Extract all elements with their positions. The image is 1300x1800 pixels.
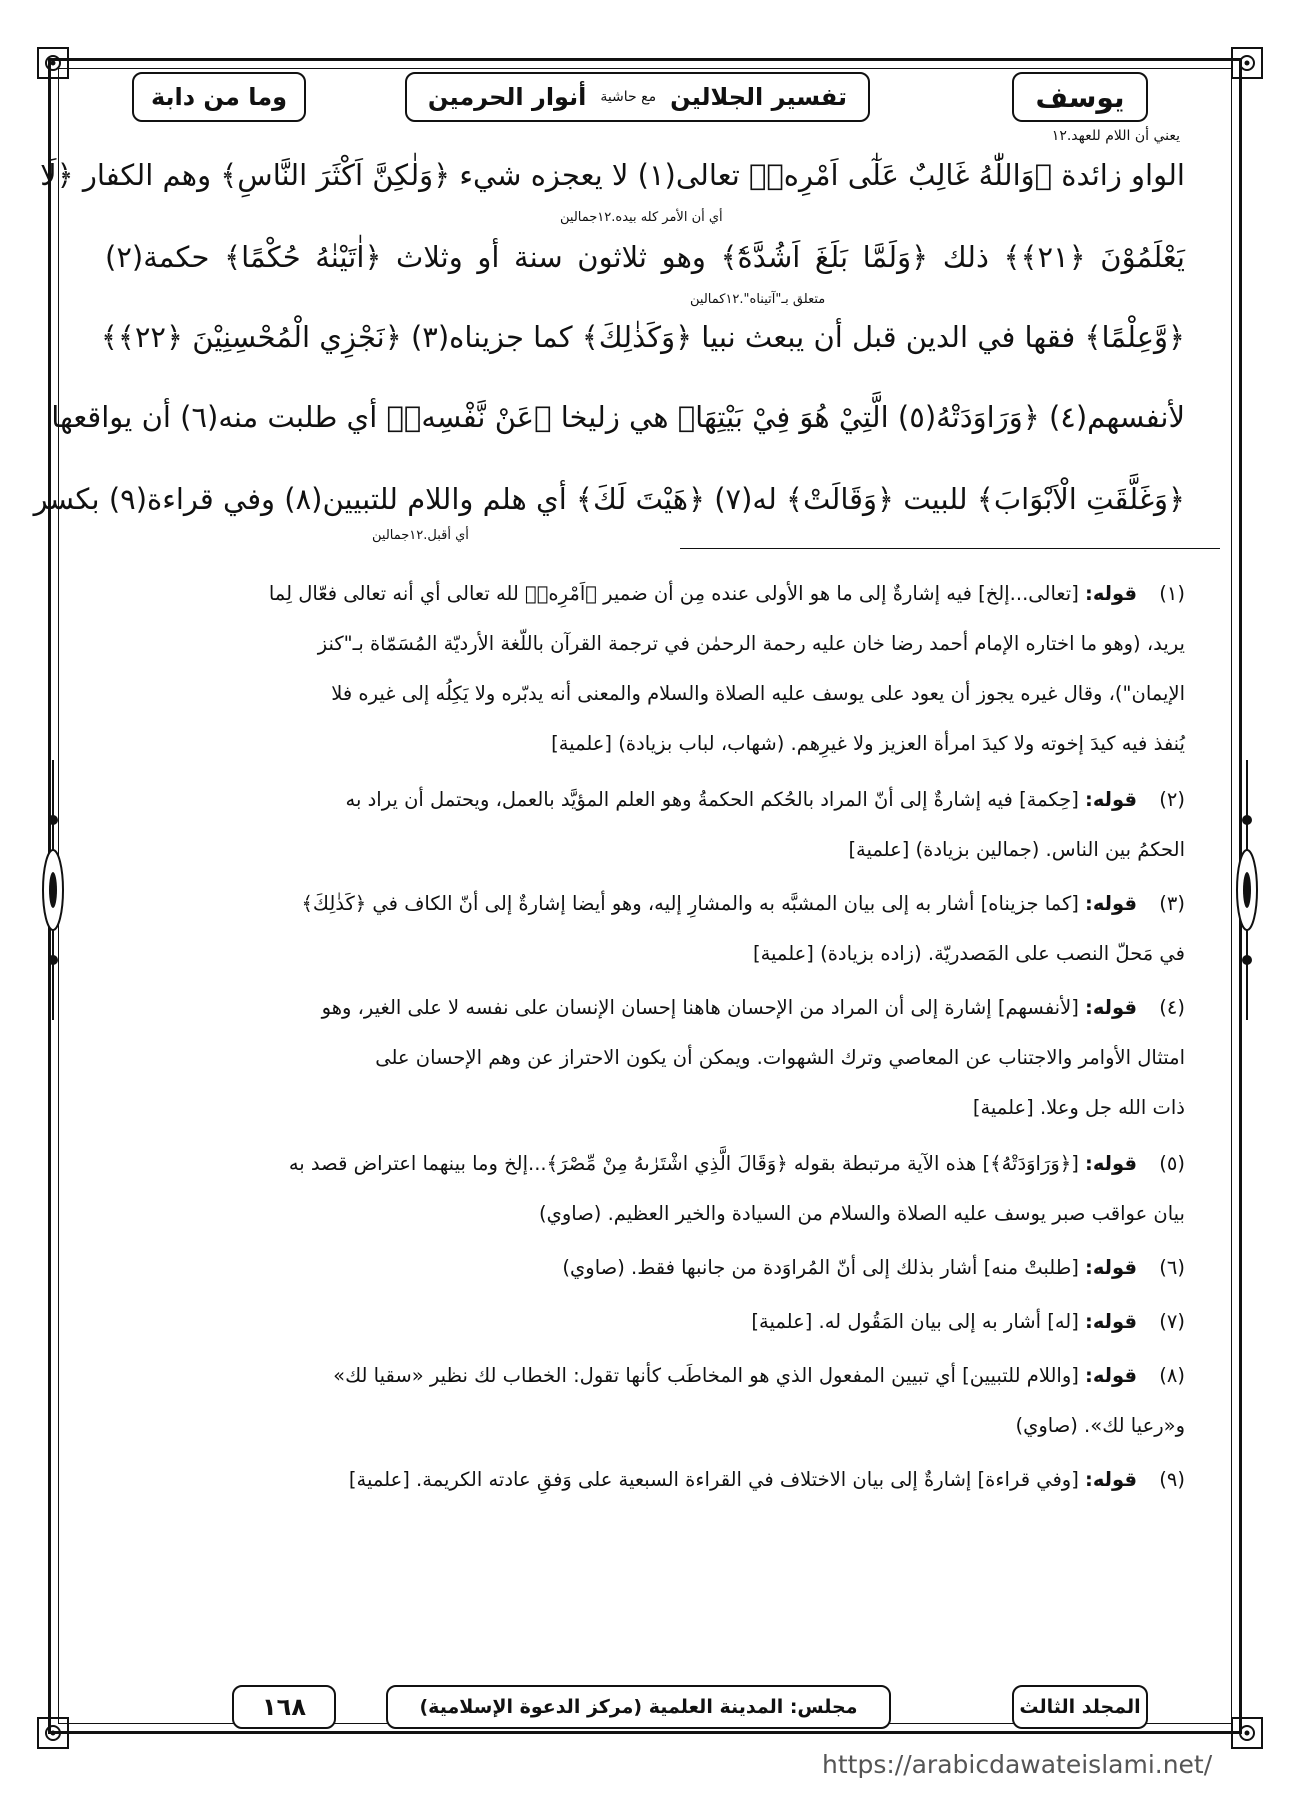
footnote-keyword: قوله: (1085, 582, 1137, 605)
footnote-text: [﴿وَرَاوَدَتْهُ﴾] هذه الآية مرتبطة بقوله ﴿وَقَالَ الَّذِي اشْتَرٰىهُ مِنْ مِّصْرَ﴾...إلخ وما بينهما اعتراض قصد به (288, 1152, 1079, 1175)
juz-name-box (132, 72, 306, 122)
footnote-text: [حِكمة] فيه إشارةٌ إلى أنّ المراد بالحُكم الحكمةُ وهو العلم المؤيَّد بالعمل، ويحتمل أن يراد به (345, 788, 1079, 811)
footnote-number: (٣) (1159, 892, 1185, 915)
footnote-separator (680, 548, 1220, 549)
watermark-url[interactable]: https://arabicdawateislami.net/ (822, 1750, 1213, 1779)
interlinear-gloss: أي أن الأمر كله بيده.١٢جمالين (560, 210, 723, 225)
tafsir-line: الواو زائدة ﴿وَاللّٰهُ غَالِبٌ عَلٰٓى اَمْرِهٖ﴾ تعالى(١) لا يعجزه شيء ﴿وَلٰكِنَّ اَكْثَرَ النَّاسِ﴾ وهم الكفار ﴿لَا (40, 158, 1185, 192)
footnote-number: (٨) (1159, 1364, 1185, 1387)
footnote-number: (٩) (1159, 1468, 1185, 1491)
footnote-text: [تعالى...إلخ] فيه إشارةٌ إلى ما هو الأولى عنده مِن أن ضمير ﴿اَمْرِهٖ﴾ لله تعالى أي أنه تعالى فعّال لِما (268, 582, 1079, 605)
page-number-box (232, 1685, 336, 1729)
footnote-keyword: قوله: (1085, 1468, 1137, 1491)
footnote-text: [لأنفسهم] إشارة إلى أن المراد من الإحسان هاهنا إحسان الإنسان على نفسه لا على الغير، وهو (321, 996, 1079, 1019)
tafsir-line: ﴿وَّعِلْمًا﴾ فقها في الدين قبل أن يبعث نبيا ﴿وَكَذٰلِكَ﴾ كما جزيناه(٣) ﴿نَجْزِي الْمُحْسِنِيْنَ ﴿٢٢﴾﴾ (100, 320, 1185, 354)
side-ornament-icon (38, 760, 68, 1024)
book-subtitle: أنوار الحرمين (427, 83, 587, 111)
footnote-text: [واللام للتبيين] أي تبيين المفعول الذي هو المخاطَب كأنها تقول: الخطاب لك نظير «سقيا لك» (333, 1364, 1079, 1387)
footnote-text: [كما جزيناه] أشار به إلى بيان المشبَّه به والمشارِ إليه، وهو أيضا إشارةٌ إلى أنّ الكاف في ﴿كَذٰلِكَ﴾ (301, 892, 1079, 915)
footnote-text: [وفي قراءة] إشارةٌ إلى بيان الاختلاف في القراءة السبعية على وَفقِ عادته الكريمة. [علمية] (348, 1468, 1079, 1491)
publisher-name: مجلس: المدينة العلمية (مركز الدعوة الإسلامية) (419, 1696, 858, 1718)
footnote-3 (100, 880, 1185, 928)
footnote-text: [طلبتْ منه] أشار بذلك إلى أنّ المُراوَدة من جانبها فقط. (صاوي) (562, 1256, 1079, 1279)
footnote-number: (٧) (1159, 1310, 1185, 1333)
footnote-continuation: يُنفذ فيه كيدَ إخوته ولا كيدَ امرأة العزيز ولا غيرِهم. (شهاب، لباب بزيادة) [علمية] (551, 732, 1185, 755)
footnote-keyword: قوله: (1085, 892, 1137, 915)
footnote-4 (100, 984, 1185, 1032)
book-title: تفسير الجلالين (670, 83, 848, 111)
footnote-text: [له] أشار به إلى بيان المَقُول له. [علمية] (751, 1310, 1079, 1333)
footnote-keyword: قوله: (1085, 1310, 1137, 1333)
footnote-7 (100, 1298, 1185, 1346)
footnote-keyword: قوله: (1085, 996, 1137, 1019)
footnote-2 (100, 776, 1185, 824)
corner-ornament-icon (1230, 46, 1264, 80)
footnote-8 (100, 1352, 1185, 1400)
page-number: ١٦٨ (262, 1693, 306, 1721)
interlinear-gloss: أي أقبل.١٢جمالين (372, 528, 469, 543)
footnote-number: (٦) (1159, 1256, 1185, 1279)
footnote-continuation: ذات الله جل وعلا. [علمية] (972, 1096, 1185, 1119)
footnote-keyword: قوله: (1085, 788, 1137, 811)
footnote-continuation: في مَحلّ النصب على المَصدريّة. (زاده بزيادة) [علمية] (752, 942, 1185, 965)
footnote-keyword: قوله: (1085, 1152, 1137, 1175)
tafsir-line: لأنفسهم(٤) ﴿وَرَاوَدَتْهُ(٥) الَّتِيْ هُوَ فِيْ بَيْتِهَا﴾ هي زليخا ﴿عَنْ نَّفْسِهٖ﴾ أي طلبت منه(٦) أن يواقعها (51, 400, 1185, 434)
juz-name: وما من دابة (150, 83, 288, 111)
footnote-keyword: قوله: (1085, 1364, 1137, 1387)
book-title-box (405, 72, 870, 122)
volume-label: المجلد الثالث (1019, 1696, 1141, 1718)
top-gloss: يعني أن اللام للعهد.١٢ (1051, 128, 1180, 144)
footnote-continuation: الحكمُ بين الناس. (جمالين بزيادة) [علمية] (848, 838, 1185, 861)
footnote-5 (100, 1140, 1185, 1188)
footnote-continuation: بيان عواقب صبر يوسف عليه الصلاة والسلام من السيادة والخير العظيم. (صاوي) (538, 1202, 1185, 1225)
footnote-continuation: و«رعيا لك». (صاوي) (1015, 1414, 1185, 1437)
footnote-number: (٥) (1159, 1152, 1185, 1175)
corner-ornament-icon (1230, 1716, 1264, 1750)
tafsir-line: ﴿وَغَلَّقَتِ الْاَبْوَابَ﴾ للبيت ﴿وَقَالَتْ﴾ له(٧) ﴿هَيْتَ لَكَ﴾ أي هلم واللام للتبيين(٨) وفي قراءة(٩) بكسر (33, 482, 1185, 516)
title-separator: مع حاشية (600, 89, 657, 105)
corner-ornament-icon (36, 46, 70, 80)
volume-box (1012, 1685, 1148, 1729)
publisher-box (386, 1685, 891, 1729)
footnote-9 (100, 1456, 1185, 1504)
tafsir-line: يَعْلَمُوْنَ ﴿٢١﴾﴾ ذلك ﴿وَلَمَّا بَلَغَ اَشُدَّهٗٓ﴾ وهو ثلاثون سنة أو وثلاث ﴿اٰتَيْنٰهُ حُكْمًا﴾ حكمة(٢) (105, 240, 1185, 274)
footnote-1 (100, 570, 1185, 618)
interlinear-gloss: متعلق بـ"آتيناه".١٢كمالين (690, 292, 826, 307)
footnote-keyword: قوله: (1085, 1256, 1137, 1279)
footnote-number: (١) (1159, 582, 1185, 605)
footnote-continuation: يريد، (وهو ما اختاره الإمام أحمد رضا خان عليه رحمة الرحمٰن في ترجمة القرآن باللّغة الأرديّة المُسَمّاة بـ"كنز (317, 632, 1185, 655)
footnote-continuation: امتثال الأوامر والاجتناب عن المعاصي وترك الشهوات. ويمكن أن يكون الاحتراز عن وهم الإحسان على (375, 1046, 1185, 1069)
surah-name: يوسف (1035, 80, 1125, 114)
side-ornament-icon (1232, 760, 1262, 1024)
footnote-number: (٤) (1159, 996, 1185, 1019)
footnote-6 (100, 1244, 1185, 1292)
corner-ornament-icon (36, 1716, 70, 1750)
surah-name-box (1012, 72, 1148, 122)
footnote-continuation: الإيمان")، وقال غيره يجوز أن يعود على يوسف عليه الصلاة والسلام والمعنى أنه يدبّره ولا يَكِلُه إلى غيره فلا (331, 682, 1185, 705)
footnote-number: (٢) (1159, 788, 1185, 811)
